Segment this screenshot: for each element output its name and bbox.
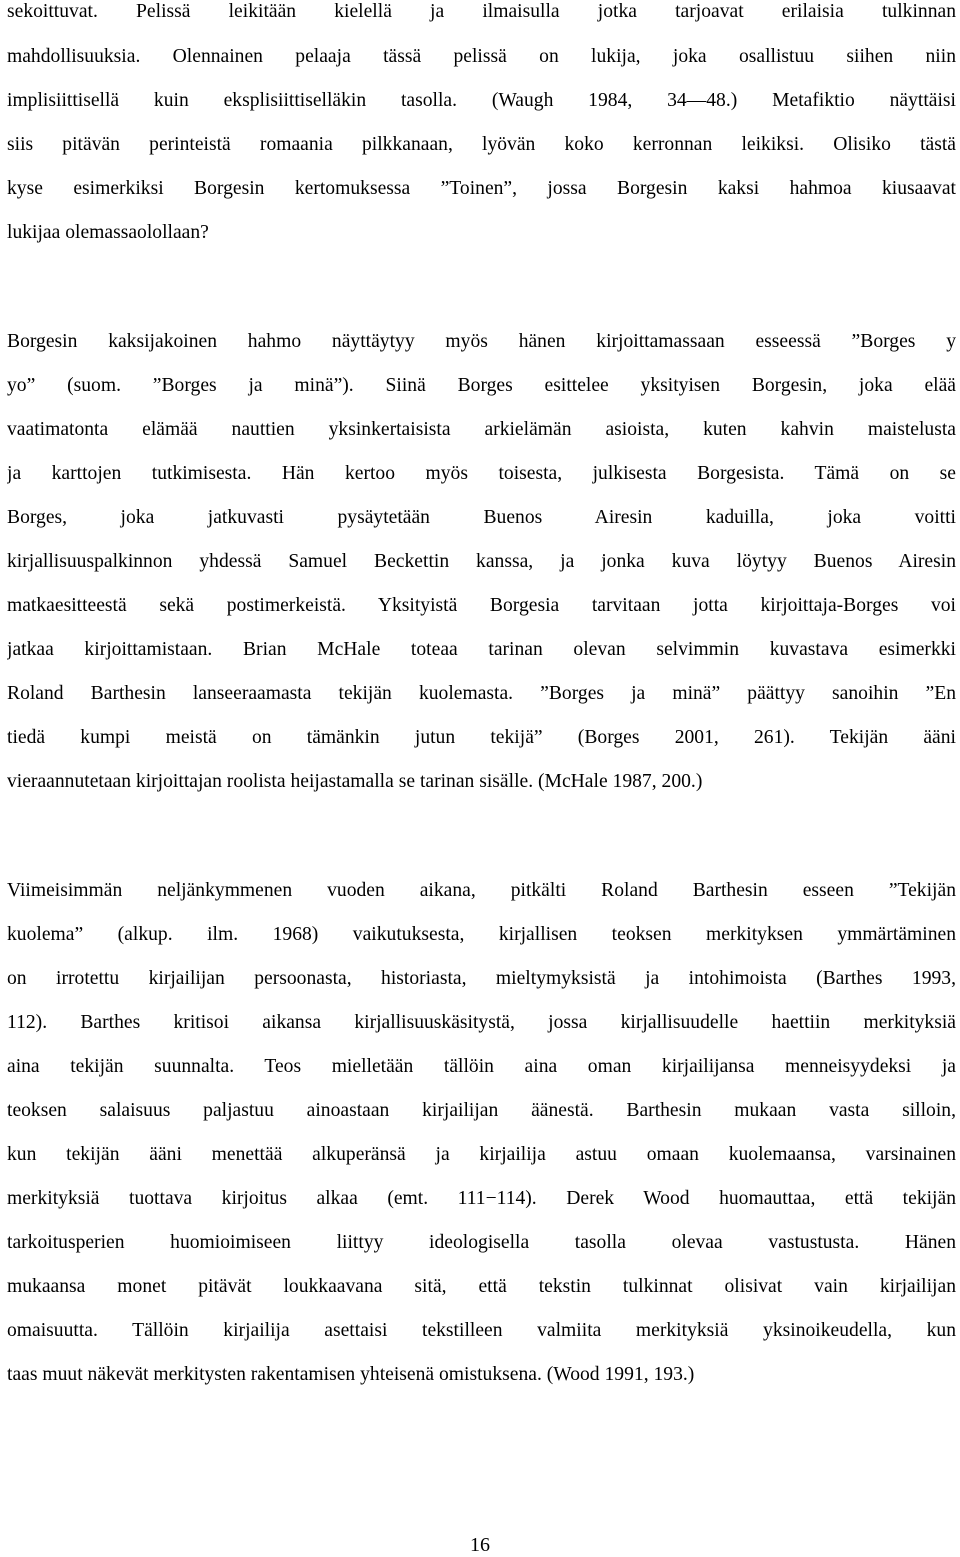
text-line: omaisuutta. Tällöin kirjailija asettaisi tekstilleen valmiita merkityksiä yksinoikeudella, kun xyxy=(7,1320,956,1341)
text-line: ja karttojen tutkimisesta. Hän kertoo myös toisesta, julkisesta Borgesista. Tämä on se xyxy=(7,463,956,484)
text-line: matkaesitteestä sekä postimerkeistä. Yksityistä Borgesia tarvitaan jotta kirjoittaja-Borges voi xyxy=(7,595,956,616)
text-line: kirjallisuuspalkinnon yhdessä Samuel Beckettin kanssa, ja jonka kuva löytyy Buenos Airesin xyxy=(7,551,956,572)
text-line: yo” (suom. ”Borges ja minä”). Siinä Borges esittelee yksityisen Borgesin, joka elää xyxy=(7,375,956,396)
text-line: tarkoitusperien huomioimiseen liittyy ideologisella tasolla olevaa vastustusta. Hänen xyxy=(7,1232,956,1253)
text-line: sekoittuvat. Pelissä leikitään kielellä ja ilmaisulla jotka tarjoavat erilaisia tulkinnan xyxy=(7,1,956,22)
text-line: lukijaa olemassaolollaan? xyxy=(7,222,209,243)
text-line: implisiittisellä kuin eksplisiittiselläkin tasolla. (Waugh 1984, 34―48.) Metafiktio näyttäisi xyxy=(7,90,956,111)
text-line: kun tekijän ääni menettää alkuperänsä ja kirjailija astuu omaan kuolemaansa, varsinainen xyxy=(7,1144,956,1165)
text-line: jatkaa kirjoittamistaan. Brian McHale toteaa tarinan olevan selvimmin kuvastava esimerkki xyxy=(7,639,956,660)
text-line: merkityksiä tuottava kirjoitus alkaa (emt. 111−114). Derek Wood huomauttaa, että tekijän xyxy=(7,1188,956,1209)
text-line: teoksen salaisuus paljastuu ainoastaan kirjailijan äänestä. Barthesin mukaan vasta silloin, xyxy=(7,1100,956,1121)
text-line: vaatimatonta elämää nauttien yksinkertaisista arkielämän asioista, kuten kahvin maistelusta xyxy=(7,419,956,440)
text-line: on irrotettu kirjailijan persoonasta, historiasta, mieltymyksistä ja intohimoista (Barthes 1993, xyxy=(7,968,956,989)
text-line: Roland Barthesin lanseeraamasta tekijän kuolemasta. ”Borges ja minä” päättyy sanoihin ”En xyxy=(7,683,956,704)
page-number: 16 xyxy=(470,1534,490,1556)
text-line: kuolema” (alkup. ilm. 1968) vaikutuksesta, kirjallisen teoksen merkityksen ymmärtäminen xyxy=(7,924,956,945)
text-line: Viimeisimmän neljänkymmenen vuoden aikana, pitkälti Roland Barthesin esseen ”Tekijän xyxy=(7,880,956,901)
text-line: Borges, joka jatkuvasti pysäytetään Buenos Airesin kaduilla, joka voitti xyxy=(7,507,956,528)
text-line: 112). Barthes kritisoi aikansa kirjallisuuskäsitystä, jossa kirjallisuudelle haettiin merkityksiä xyxy=(7,1012,956,1033)
text-line: vieraannutetaan kirjoittajan roolista heijastamalla se tarinan sisälle. (McHale 1987, 200.) xyxy=(7,771,703,792)
text-line: taas muut näkevät merkitysten rakentamisen yhteisenä omistuksena. (Wood 1991, 193.) xyxy=(7,1364,695,1385)
text-line: tiedä kumpi meistä on tämänkin jutun tekijä” (Borges 2001, 261). Tekijän ääni xyxy=(7,727,956,748)
text-line: aina tekijän suunnalta. Teos mielletään tällöin aina oman kirjailijansa menneisyydeksi ja xyxy=(7,1056,956,1077)
text-line: mahdollisuuksia. Olennainen pelaaja tässä pelissä on lukija, joka osallistuu siihen niin xyxy=(7,46,956,67)
text-line: kyse esimerkiksi Borgesin kertomuksessa ”Toinen”, jossa Borgesin kaksi hahmoa kiusaavat xyxy=(7,178,956,199)
text-line: mukaansa monet pitävät loukkaavana sitä, että tekstin tulkinnat olisivat vain kirjailijan xyxy=(7,1276,956,1297)
text-line: Borgesin kaksijakoinen hahmo näyttäytyy myös hänen kirjoittamassaan esseessä ”Borges y xyxy=(7,331,956,352)
text-line: siis pitävän perinteistä romaania pilkkanaan, lyövän koko kerronnan leikiksi. Olisiko tästä xyxy=(7,134,956,155)
